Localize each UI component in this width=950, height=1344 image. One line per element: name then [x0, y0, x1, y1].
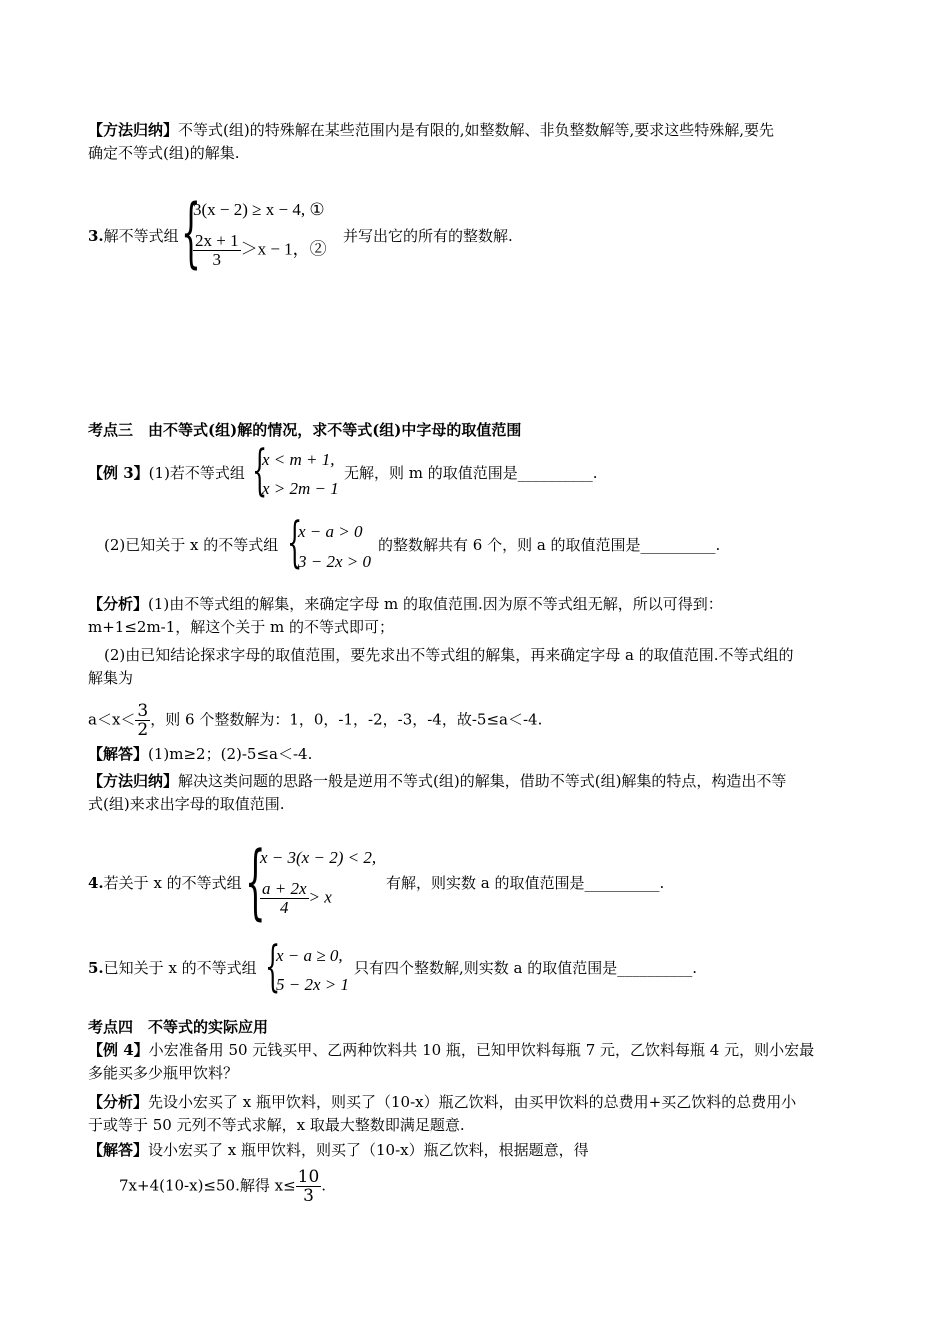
q4-equation-1: x − 3(x − 2) < 2, — [260, 848, 377, 867]
section-title-4: 考点四 不等式的实际应用 — [88, 1018, 269, 1036]
analysis-text: 先设小宏买了 x 瓶甲饮料，则买了（10-x）瓶乙饮料，由买甲饮料的总费用+买乙饮料的总费用小 — [148, 1093, 797, 1111]
fraction-numerator: 10 — [297, 1167, 320, 1187]
analysis-text: (1)由不等式组的解集，来确定字母 m 的取值范围.因为原不等式组无解，所以可得到： — [148, 595, 723, 613]
answer-line — [88, 744, 312, 764]
system-brace: { — [252, 440, 268, 503]
question-text: 已知关于 x 的不等式组 — [103, 959, 257, 977]
method-summary-2 — [88, 771, 786, 791]
fraction-denominator: 3 — [212, 250, 222, 269]
ex3-p2-prefix: (2)已知关于 x 的不等式组 — [104, 536, 279, 554]
q5-equation-2: 5 − 2x > 1 — [276, 975, 349, 994]
answer-text: (1)m≥2；(2)-5≤a＜-4. — [148, 745, 313, 763]
analysis-line3: (2)由已知结论探求字母的取值范围，要先求出不等式组的解集，再来确定字母 a 的取值范围.不等式组的 — [104, 646, 794, 664]
question-3-prefix — [88, 226, 179, 246]
method-summary-1 — [88, 120, 774, 140]
question-number: 5. — [88, 959, 104, 977]
question-number: 4. — [88, 874, 104, 892]
analysis-line1 — [88, 594, 723, 614]
fraction-denominator: 3 — [303, 1186, 314, 1206]
q3-equation-2 — [193, 232, 327, 269]
example-label: 【例 4】 — [88, 1041, 149, 1059]
ex3-p1-suffix: 无解，则 m 的取值范围是__________. — [344, 464, 598, 482]
answer-label: 【解答】 — [88, 745, 149, 763]
example-3-part1 — [88, 463, 245, 483]
q3-equation-1: 3(x − 2) ≥ x − 4, ① — [193, 200, 325, 219]
method-label: 【方法归纳】 — [88, 121, 179, 139]
fraction — [193, 232, 241, 269]
fraction — [135, 702, 150, 739]
question-4-prefix — [88, 873, 242, 893]
fraction-denominator: 2 — [137, 720, 149, 740]
fraction — [260, 880, 309, 917]
answer-label: 【解答】 — [88, 1141, 149, 1159]
analysis-text: a＜x＜ — [88, 710, 136, 729]
analysis-label: 【分析】 — [88, 595, 149, 613]
system-brace: { — [287, 512, 303, 575]
method-text: 不等式(组)的特殊解在某些范围内是有限的,如整数解、非负整数解等,要求这些特殊解,要先 — [178, 121, 775, 139]
answer-text: 设小宏买了 x 瓶甲饮料，则买了（10-x）瓶乙饮料，根据题意，得 — [148, 1141, 589, 1159]
method-text-line2: 确定不等式(组)的解集. — [88, 144, 240, 162]
analysis2-line2: 于或等于 50 元列不等式求解，x 取最大整数即满足题意. — [88, 1116, 465, 1134]
example-4-line1 — [88, 1040, 814, 1060]
system-brace: { — [245, 834, 266, 929]
question-text: 若关于 x 的不等式组 — [103, 874, 242, 892]
fraction — [296, 1168, 322, 1205]
answer2-line2 — [119, 1168, 326, 1205]
ex3-p2-eq2: 3 − 2x > 0 — [298, 552, 371, 571]
method-text: 解决这类问题的思路一般是逆用不等式(组)的解集，借助不等式(组)解集的特点，构造出不等 — [178, 772, 787, 790]
question-text: 解不等式组 — [103, 227, 179, 245]
fraction-denominator: 4 — [280, 898, 289, 917]
ex3-p2-suffix: 的整数解共有 6 个，则 a 的取值范围是__________. — [378, 536, 721, 554]
analysis-text: ，则 6 个整数解为：1，0，-1，-2，-3，-4，故-5≤a＜-4. — [150, 710, 543, 729]
equation-rest: ＞x − 1，② — [240, 239, 327, 259]
example-4-line2: 多能买多少瓶甲饮料？ — [88, 1064, 239, 1082]
q5-suffix: 只有四个整数解,则实数 a 的取值范围是__________. — [354, 959, 698, 977]
q4-equation-2 — [260, 880, 332, 917]
analysis2-line1 — [88, 1092, 796, 1112]
answer-text: . — [321, 1176, 327, 1195]
system-brace: { — [181, 190, 201, 277]
question-number: 3. — [88, 227, 104, 245]
example-label: 【例 3】 — [88, 464, 149, 482]
q4-suffix: 有解，则实数 a 的取值范围是__________. — [386, 874, 665, 892]
question-5-prefix — [88, 958, 257, 978]
analysis-line4: 解集为 — [88, 669, 134, 687]
ex3-p2-eq1: x − a > 0 — [298, 522, 363, 541]
system-brace: { — [265, 936, 281, 999]
answer2-line1 — [88, 1140, 589, 1160]
equation-rest: > x — [308, 887, 332, 907]
answer-text: 7x+4(10-x)≤50.解得 x≤ — [119, 1176, 296, 1195]
fraction-numerator: 3 — [137, 701, 149, 721]
fraction-numerator: 2x + 1 — [195, 231, 239, 250]
ex3-p1-eq2: x > 2m − 1 — [262, 479, 339, 498]
q5-equation-1: x − a ≥ 0, — [276, 946, 343, 965]
method-label: 【方法归纳】 — [88, 772, 179, 790]
ex3-p1-eq1: x < m + 1, — [262, 450, 335, 469]
section-title-3: 考点三 由不等式(组)解的情况，求不等式(组)中字母的取值范围 — [88, 421, 522, 439]
analysis-line5 — [88, 702, 542, 739]
fraction-numerator: a + 2x — [262, 879, 307, 898]
method-summary-2-line2: 式(组)来求出字母的取值范围. — [88, 795, 285, 813]
q3-suffix: 并写出它的所有的整数解. — [343, 227, 513, 245]
example-text: 小宏准备用 50 元钱买甲、乙两种饮料共 10 瓶，已知甲饮料每瓶 7 元，乙饮料每瓶 4 元，则小宏最 — [148, 1041, 815, 1059]
analysis-line2: m+1≤2m-1，解这个关于 m 的不等式即可； — [88, 618, 395, 636]
example-text: (1)若不等式组 — [148, 464, 245, 482]
analysis-label: 【分析】 — [88, 1093, 149, 1111]
